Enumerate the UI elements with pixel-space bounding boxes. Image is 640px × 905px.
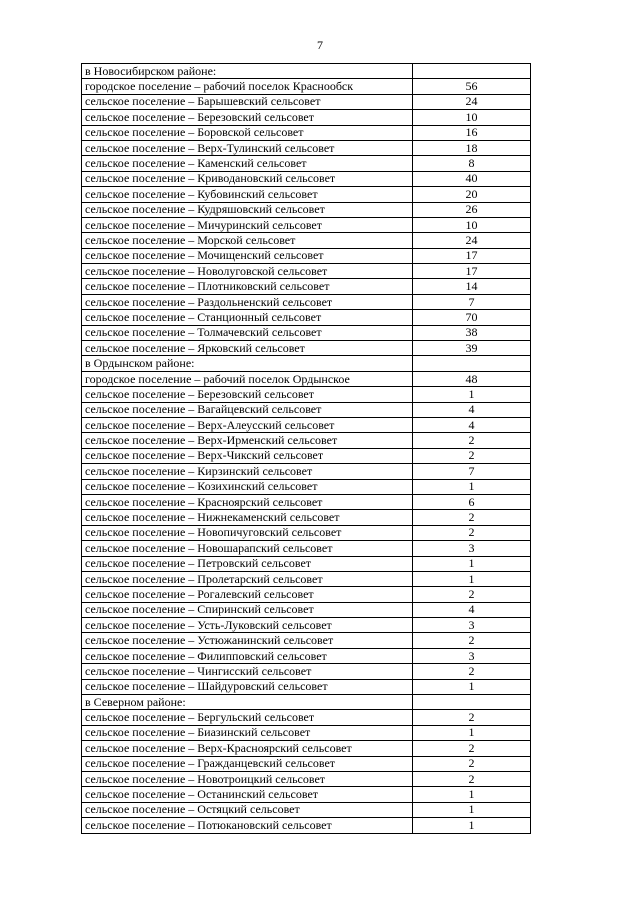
settlement-value: 2 bbox=[413, 710, 531, 725]
settlement-name: сельское поселение – Станционный сельсовет bbox=[82, 310, 413, 325]
district-header-row bbox=[82, 695, 531, 710]
settlement-name: сельское поселение – Останинский сельсовет bbox=[82, 787, 413, 802]
settlement-value: 1 bbox=[413, 802, 531, 817]
settlement-value: 1 bbox=[413, 818, 531, 833]
settlements-table-body bbox=[82, 64, 531, 834]
settlement-name: сельское поселение – Верх-Красноярский сельсовет bbox=[82, 741, 413, 756]
settlement-name: сельское поселение – Новолуговской сельсовет bbox=[82, 264, 413, 279]
settlement-name: сельское поселение – Петровский сельсовет bbox=[82, 556, 413, 571]
district-header: в Северном районе: bbox=[82, 695, 413, 710]
settlement-name: сельское поселение – Вагайцевский сельсовет bbox=[82, 402, 413, 417]
settlement-name: сельское поселение – Раздольненский сельсовет bbox=[82, 294, 413, 309]
settlement-value: 6 bbox=[413, 494, 531, 509]
settlement-value: 2 bbox=[413, 510, 531, 525]
settlement-name: сельское поселение – Нижнекаменский сельсовет bbox=[82, 510, 413, 525]
table-row bbox=[82, 217, 531, 232]
table-row bbox=[82, 448, 531, 463]
table-row bbox=[82, 171, 531, 186]
table-row bbox=[82, 125, 531, 140]
settlement-value: 16 bbox=[413, 125, 531, 140]
page-number: 7 bbox=[317, 38, 323, 52]
settlement-value: 1 bbox=[413, 479, 531, 494]
settlement-value: 18 bbox=[413, 140, 531, 155]
settlement-value: 2 bbox=[413, 741, 531, 756]
table-row bbox=[82, 818, 531, 833]
settlement-value: 4 bbox=[413, 602, 531, 617]
table-row bbox=[82, 248, 531, 263]
table-row bbox=[82, 494, 531, 509]
settlement-value: 3 bbox=[413, 618, 531, 633]
settlement-value: 1 bbox=[413, 787, 531, 802]
settlement-name: сельское поселение – Плотниковский сельсовет bbox=[82, 279, 413, 294]
settlement-value: 2 bbox=[413, 525, 531, 540]
settlement-value: 70 bbox=[413, 310, 531, 325]
table-row bbox=[82, 587, 531, 602]
table-row bbox=[82, 648, 531, 663]
settlement-name: городское поселение – рабочий поселок Ордынское bbox=[82, 371, 413, 386]
table-row bbox=[82, 264, 531, 279]
table-row bbox=[82, 341, 531, 356]
settlement-value: 7 bbox=[413, 294, 531, 309]
table-row bbox=[82, 633, 531, 648]
settlement-name: сельское поселение – Морской сельсовет bbox=[82, 233, 413, 248]
settlement-name: сельское поселение – Кирзинский сельсовет bbox=[82, 464, 413, 479]
settlement-value: 4 bbox=[413, 402, 531, 417]
settlement-value: 1 bbox=[413, 556, 531, 571]
table-row bbox=[82, 741, 531, 756]
settlement-name: сельское поселение – Потюкановский сельсовет bbox=[82, 818, 413, 833]
settlement-name: сельское поселение – Криводановский сельсовет bbox=[82, 171, 413, 186]
settlement-value: 1 bbox=[413, 571, 531, 586]
table-row bbox=[82, 771, 531, 786]
table-row bbox=[82, 787, 531, 802]
settlement-value: 2 bbox=[413, 756, 531, 771]
table-row bbox=[82, 725, 531, 740]
settlement-name: сельское поселение – Мочищенский сельсовет bbox=[82, 248, 413, 263]
district-header-empty-cell bbox=[413, 695, 531, 710]
settlement-value: 1 bbox=[413, 725, 531, 740]
settlement-name: сельское поселение – Верх-Чикский сельсовет bbox=[82, 448, 413, 463]
settlement-name: сельское поселение – Красноярский сельсовет bbox=[82, 494, 413, 509]
table-row bbox=[82, 325, 531, 340]
district-header: в Новосибирском районе: bbox=[82, 64, 413, 79]
settlement-name: сельское поселение – Остяцкий сельсовет bbox=[82, 802, 413, 817]
table-row bbox=[82, 294, 531, 309]
table-row bbox=[82, 602, 531, 617]
district-header-row bbox=[82, 356, 531, 371]
table-row bbox=[82, 310, 531, 325]
table-row bbox=[82, 556, 531, 571]
settlement-name: сельское поселение – Березовский сельсовет bbox=[82, 110, 413, 125]
table-row bbox=[82, 679, 531, 694]
settlement-value: 24 bbox=[413, 94, 531, 109]
district-header-row bbox=[82, 64, 531, 79]
table-row bbox=[82, 187, 531, 202]
table-row bbox=[82, 710, 531, 725]
settlement-value: 8 bbox=[413, 156, 531, 171]
settlement-name: городское поселение – рабочий поселок Краснообск bbox=[82, 79, 413, 94]
settlement-name: сельское поселение – Новопичуговский сельсовет bbox=[82, 525, 413, 540]
settlement-value: 2 bbox=[413, 771, 531, 786]
settlement-name: сельское поселение – Толмачевский сельсовет bbox=[82, 325, 413, 340]
settlement-value: 2 bbox=[413, 633, 531, 648]
settlement-value: 48 bbox=[413, 371, 531, 386]
settlement-name: сельское поселение – Филипповский сельсовет bbox=[82, 648, 413, 663]
settlement-value: 20 bbox=[413, 187, 531, 202]
table-row bbox=[82, 233, 531, 248]
settlement-value: 3 bbox=[413, 541, 531, 556]
settlement-name: сельское поселение – Усть-Луковский сельсовет bbox=[82, 618, 413, 633]
settlement-value: 56 bbox=[413, 79, 531, 94]
settlement-value: 2 bbox=[413, 664, 531, 679]
settlement-name: сельское поселение – Пролетарский сельсовет bbox=[82, 571, 413, 586]
settlement-value: 10 bbox=[413, 110, 531, 125]
settlement-name: сельское поселение – Верх-Тулинский сельсовет bbox=[82, 140, 413, 155]
settlement-value: 7 bbox=[413, 464, 531, 479]
table-row bbox=[82, 433, 531, 448]
settlement-name: сельское поселение – Березовский сельсовет bbox=[82, 387, 413, 402]
settlement-name: сельское поселение – Шайдуровский сельсовет bbox=[82, 679, 413, 694]
table-row bbox=[82, 94, 531, 109]
settlement-name: сельское поселение – Кубовинский сельсовет bbox=[82, 187, 413, 202]
settlement-name: сельское поселение – Верх-Ирменский сельсовет bbox=[82, 433, 413, 448]
settlement-value: 40 bbox=[413, 171, 531, 186]
settlement-name: сельское поселение – Рогалевский сельсовет bbox=[82, 587, 413, 602]
table-row bbox=[82, 664, 531, 679]
settlements-table bbox=[81, 63, 531, 834]
table-row bbox=[82, 79, 531, 94]
settlement-name: сельское поселение – Боровской сельсовет bbox=[82, 125, 413, 140]
settlement-name: сельское поселение – Чингисский сельсовет bbox=[82, 664, 413, 679]
table-row bbox=[82, 464, 531, 479]
settlement-value: 39 bbox=[413, 341, 531, 356]
settlement-value: 26 bbox=[413, 202, 531, 217]
settlement-name: сельское поселение – Верх-Алеусский сельсовет bbox=[82, 417, 413, 432]
settlement-value: 17 bbox=[413, 264, 531, 279]
table-row bbox=[82, 371, 531, 386]
table-row bbox=[82, 802, 531, 817]
settlement-name: сельское поселение – Биазинский сельсовет bbox=[82, 725, 413, 740]
settlement-name: сельское поселение – Новошарапский сельсовет bbox=[82, 541, 413, 556]
table-row bbox=[82, 387, 531, 402]
table-row bbox=[82, 110, 531, 125]
settlement-value: 14 bbox=[413, 279, 531, 294]
settlement-name: сельское поселение – Бергульский сельсовет bbox=[82, 710, 413, 725]
settlement-value: 1 bbox=[413, 679, 531, 694]
table-row bbox=[82, 279, 531, 294]
settlement-value: 3 bbox=[413, 648, 531, 663]
settlement-value: 2 bbox=[413, 587, 531, 602]
settlement-value: 1 bbox=[413, 387, 531, 402]
settlement-name: сельское поселение – Козихинский сельсовет bbox=[82, 479, 413, 494]
table-row bbox=[82, 479, 531, 494]
settlement-name: сельское поселение – Мичуринский сельсовет bbox=[82, 217, 413, 232]
settlement-name: сельское поселение – Каменский сельсовет bbox=[82, 156, 413, 171]
district-header-empty-cell bbox=[413, 356, 531, 371]
table-row bbox=[82, 756, 531, 771]
settlement-value: 4 bbox=[413, 417, 531, 432]
table-row bbox=[82, 202, 531, 217]
table-row bbox=[82, 510, 531, 525]
table-row bbox=[82, 541, 531, 556]
table-row bbox=[82, 156, 531, 171]
settlement-value: 2 bbox=[413, 448, 531, 463]
settlement-value: 38 bbox=[413, 325, 531, 340]
settlement-value: 10 bbox=[413, 217, 531, 232]
settlement-name: сельское поселение – Кудряшовский сельсовет bbox=[82, 202, 413, 217]
table-row bbox=[82, 525, 531, 540]
settlement-name: сельское поселение – Устюжанинский сельсовет bbox=[82, 633, 413, 648]
settlement-name: сельское поселение – Барышевский сельсовет bbox=[82, 94, 413, 109]
settlement-name: сельское поселение – Гражданцевский сельсовет bbox=[82, 756, 413, 771]
settlement-name: сельское поселение – Спиринский сельсовет bbox=[82, 602, 413, 617]
settlement-value: 17 bbox=[413, 248, 531, 263]
district-header: в Ордынском районе: bbox=[82, 356, 413, 371]
table-row bbox=[82, 618, 531, 633]
table-row bbox=[82, 402, 531, 417]
settlement-name: сельское поселение – Новотроицкий сельсовет bbox=[82, 771, 413, 786]
table-row bbox=[82, 140, 531, 155]
table-row bbox=[82, 571, 531, 586]
table-row bbox=[82, 417, 531, 432]
settlement-value: 2 bbox=[413, 433, 531, 448]
settlement-name: сельское поселение – Ярковский сельсовет bbox=[82, 341, 413, 356]
settlement-value: 24 bbox=[413, 233, 531, 248]
district-header-empty-cell bbox=[413, 64, 531, 79]
